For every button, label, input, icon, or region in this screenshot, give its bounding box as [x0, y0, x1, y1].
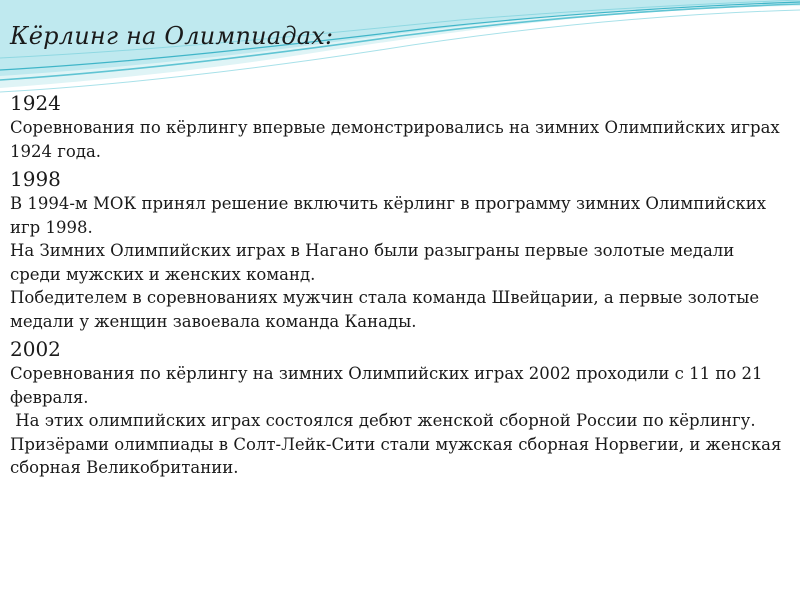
section-paragraph: На Зимних Олимпийских играх в Нагано были разыграны первые золотые медали среди мужских и женских команд. — [10, 241, 735, 284]
section-paragraph: Призёрами олимпиады в Солт-Лейк-Сити стали мужская сборная Норвегии, и женская сборная Великобритании. — [10, 434, 782, 477]
section-paragraph: Победителем в соревнованиях мужчин стала команда Швейцарии, а первые золотые медали у женщин завоевала команда Канады. — [10, 288, 760, 331]
slide-content — [10, 90, 790, 483]
section-year: 1998 — [10, 167, 61, 191]
section-paragraph: В 1994-м МОК принял решение включить кёрлинг в программу зимних Олимпийских игр 1998. — [10, 194, 767, 237]
section-2002 — [10, 336, 790, 480]
section-paragraph: Соревнования по кёрлингу впервые демонстрировались на зимних Олимпийских играх 1924 года. — [10, 118, 780, 161]
section-1998 — [10, 166, 790, 333]
slide-title: Кёрлинг на Олимпиадах: — [10, 22, 334, 50]
section-paragraph: На этих олимпийских играх состоялся дебют женской сборной России по кёрлингу. — [10, 411, 756, 430]
decorative-wave-header — [0, 0, 800, 100]
section-year: 1924 — [10, 91, 61, 115]
section-paragraph: Соревнования по кёрлингу на зимних Олимпийских играх 2002 проходили с 11 по 21 февраля. — [10, 364, 763, 407]
section-year: 2002 — [10, 337, 61, 361]
section-1924 — [10, 90, 790, 163]
